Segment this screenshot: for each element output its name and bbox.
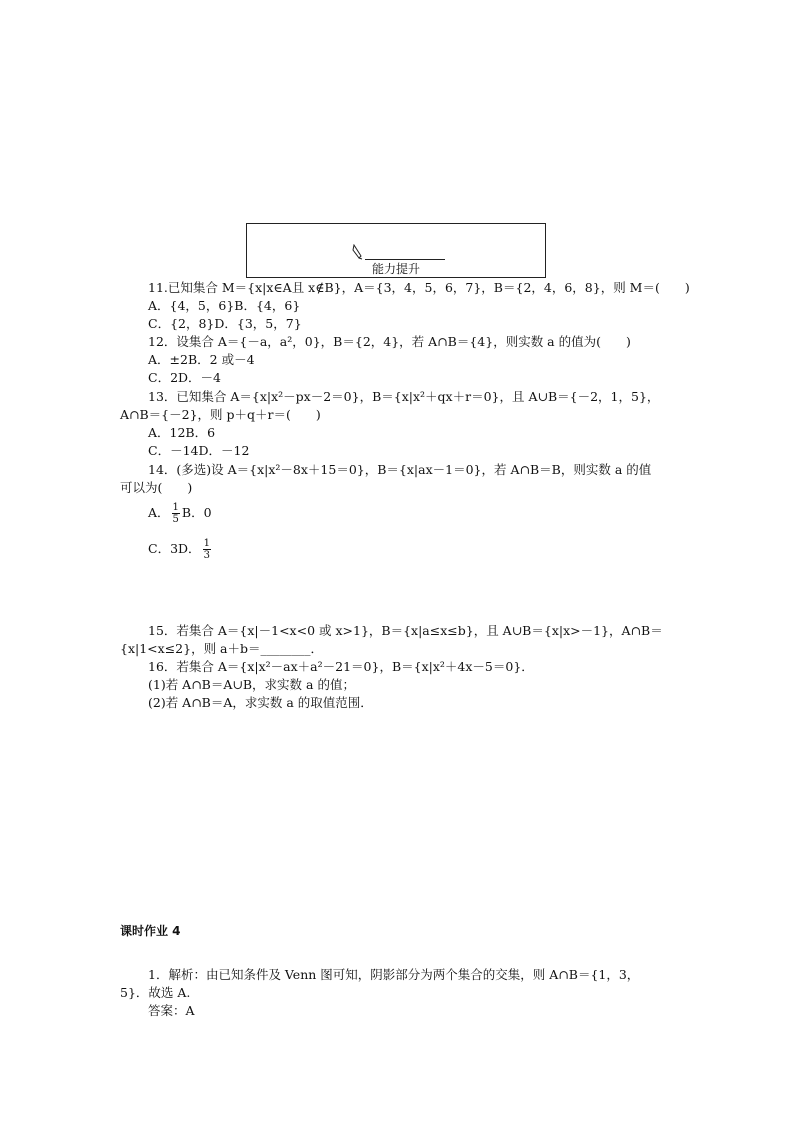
q13-stem-line2: A∩B＝{－2}，则 p＋q＋r＝( ) <box>120 407 321 422</box>
q14-option-d-prefix: D． <box>178 541 201 556</box>
answer-1-line1: 1．解析：由已知条件及 Venn 图可知，阴影部分为两个集合的交集，则 A∩B＝{1，3， <box>148 967 640 982</box>
q11-options-ab: A．{4，5，6}B．{4，6} <box>148 298 301 313</box>
q11-options-cd: C．{2，8}D．{3，5，7} <box>148 316 302 331</box>
answer-1-line2: 5}．故选 A. <box>120 985 191 1000</box>
fraction-one-fifth: $\frac{1}{5}$ <box>172 502 179 525</box>
q16-part1: (1)若 A∩B＝A∪B，求实数 a 的值； <box>148 677 355 692</box>
q13-options-ab: A．12B．6 <box>148 425 216 440</box>
q15-stem-line2: {x|1<x≤2}，则 a＋b＝________． <box>120 641 323 656</box>
q12-options-ab: A．±2B．2 或－4 <box>148 352 255 367</box>
q14-stem-line2: 可以为( ) <box>120 480 193 495</box>
answer-1-final: 答案：A <box>148 1003 195 1018</box>
q13-options-cd: C．－14D．－12 <box>148 443 250 458</box>
q14-option-c: C．3 <box>148 541 179 556</box>
q16-stem: 16．若集合 A＝{x|x²－ax＋a²－21＝0}，B＝{x|x²＋4x－5＝0}． <box>148 659 534 674</box>
q11-stem: 11.已知集合 M＝{x|x∈A且 x∉B}，A＝{3，4，5，6，7}，B＝{2，4，6，8}，则 M＝( ) <box>148 280 690 295</box>
q14-options-ab <box>148 502 212 525</box>
answers-heading: 课时作业 4 <box>120 924 181 938</box>
fraction-one-third: $\frac{1}{3}$ <box>203 538 210 561</box>
q15-stem-line1: 15．若集合 A＝{x|－1<x<0 或 x>1}，B＝{x|a≤x≤b}，且 A∪B＝{x|x>－1}，A∩B＝ <box>148 623 663 638</box>
q13-stem-line1: 13．已知集合 A＝{x|x²－px－2＝0}，B＝{x|x²＋qx＋r＝0}，且 A∪B＝{－2，1，5}， <box>148 389 660 404</box>
q16-part2: (2)若 A∩B＝A，求实数 a 的取值范围． <box>148 695 373 710</box>
q14-option-b: B．0 <box>181 505 212 520</box>
q12-options-cd: C．2D．－4 <box>148 370 221 385</box>
q14-stem-line1: 14．(多选)设 A＝{x|x²－8x＋15＝0}，B＝{x|ax－1＝0}，若 A∩B＝B，则实数 a 的值 <box>148 462 652 477</box>
section-title: 能力提升 <box>371 262 420 276</box>
q14-options-cd <box>148 538 213 561</box>
q12-stem: 12．设集合 A＝{－a，a²，0}，B＝{2，4}，若 A∩B＝{4}，则实数 a 的值为( ) <box>148 334 631 349</box>
section-banner <box>246 223 546 278</box>
q14-option-a-prefix: A． <box>148 505 170 520</box>
